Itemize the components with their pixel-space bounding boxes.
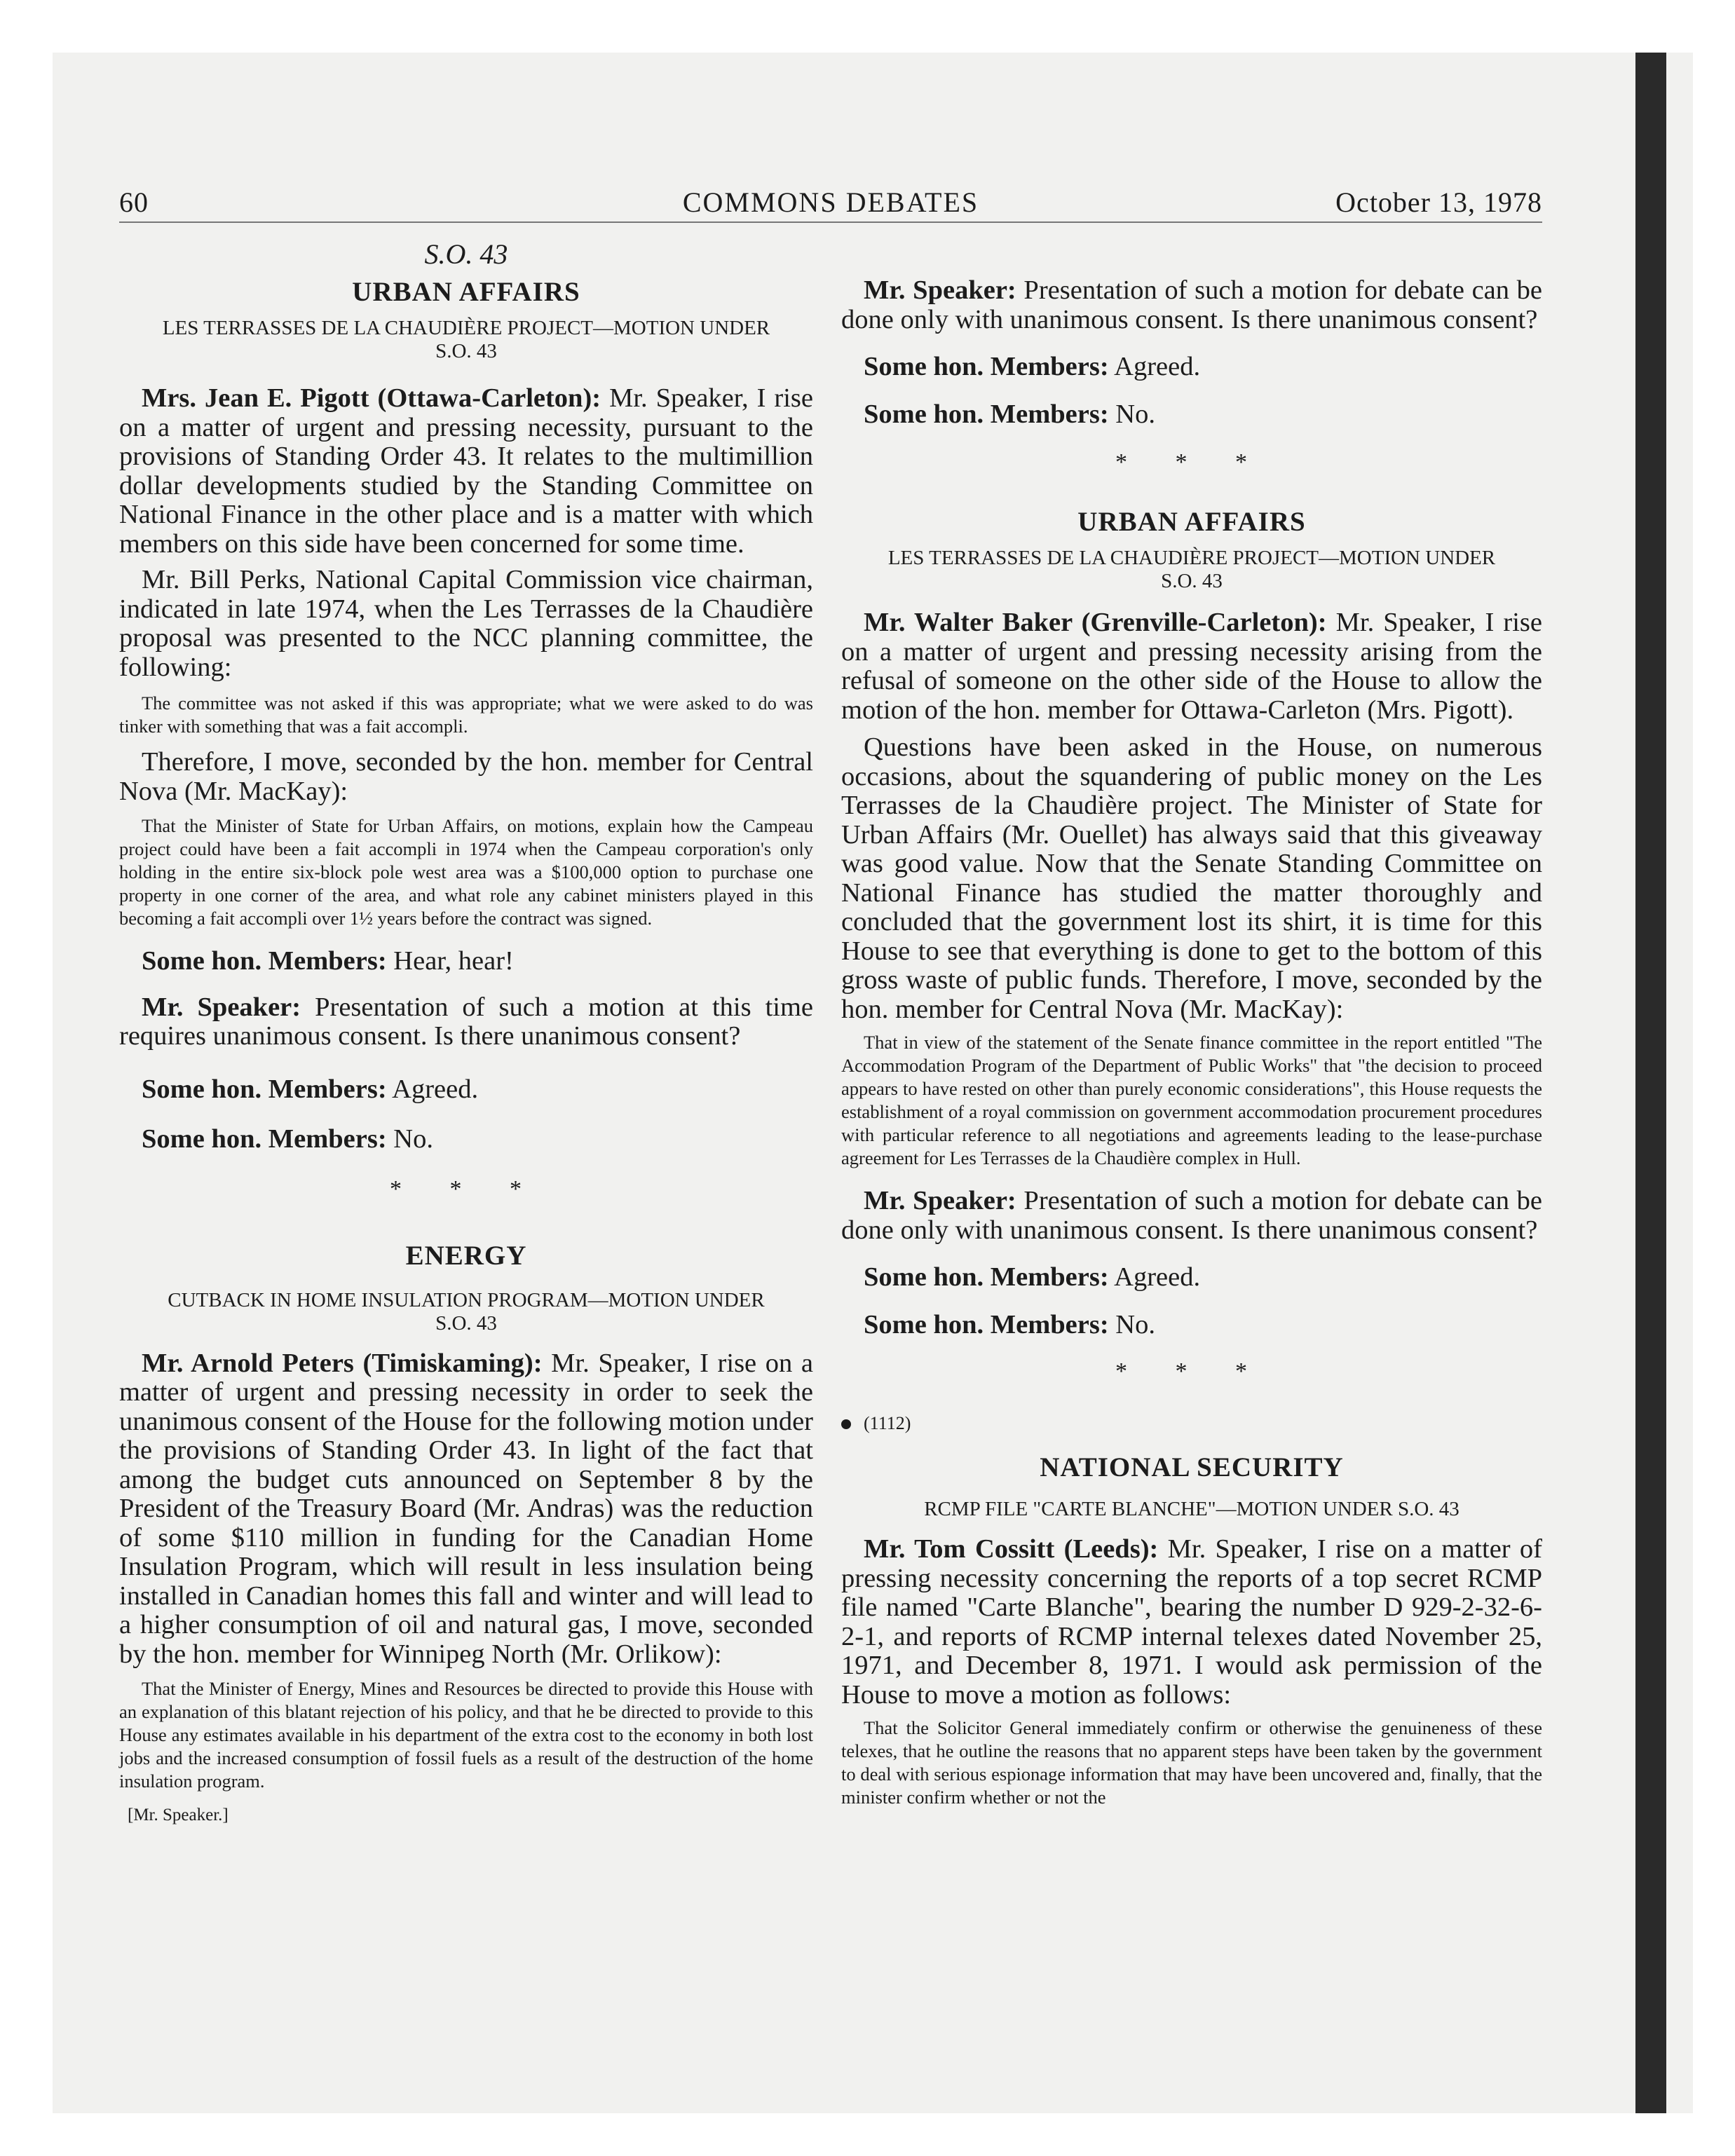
- section-heading: URBAN AFFAIRS: [1077, 507, 1306, 537]
- speech-paragraph: Questions have been asked in the House, on numerous occasions, about the squandering of public money on the Les Terrasses de la Chaudière project. The Minister of State for Urban Affairs (Mr. Ouellet) has always said that this giveaway was good value. Now that the Senate Standing Committee on National Finance has studied the matter thoroughly and concluded that the government lost its shirt, it is time for this House to see that everything is done to get to the bottom of this gross waste of public funds. Therefore, I move, seconded by the hon. member for Central Nova (Mr. MacKay):: [841, 732, 1542, 1024]
- motion-text: That the Solicitor General immediately confirm or otherwise the genuineness of these telexes, that he outline the reasons that no apparent steps have been taken by the government to deal with serious espionage information that may have been uncovered and, finally, that the minister confirm whether or not the: [841, 1717, 1542, 1808]
- speech-paragraph: [119, 384, 813, 559]
- speaker-name: Some hon. Members:: [864, 352, 1109, 381]
- time-marker-text: (1112): [864, 1413, 911, 1433]
- speaker-name: Some hon. Members:: [142, 1124, 387, 1154]
- speech-text: Mr. Speaker, I rise on a matter of urgent and pressing necessity arising from the refusal of someone on the other side of the House to allow the motion of the hon. member for Ottawa-Carleton (Mrs. Pigott).: [841, 608, 1543, 725]
- speech-text: No.: [386, 1124, 433, 1154]
- speech-paragraph: [119, 1125, 813, 1154]
- speech-paragraph: [119, 1349, 813, 1670]
- section-separator: * * *: [1115, 1358, 1268, 1384]
- speech-paragraph: [841, 1311, 1542, 1340]
- speaker-name: Mr. Walter Baker (Grenville-Carleton):: [864, 608, 1327, 637]
- header-rule: [119, 221, 1542, 223]
- speech-text: Presentation of such a motion for debate can be done only with unanimous consent. Is there unanimous consent?: [841, 1186, 1542, 1245]
- speech-paragraph: [119, 1075, 813, 1105]
- speech-paragraph: [841, 353, 1542, 382]
- motion-text: That in view of the statement of the Senate finance committee in the report entitled "The Accommodation Program of the Department of Public Works" that "the decision to proceed appears to have rested on other than purely economic considerations", this House requests the establishment of a royal commission on government accommodation procurement procedures with particular reference to all negotiations and agreements leading to the lease-purchase agreement for Les Terrasses de la Chaudière complex in Hull.: [841, 1032, 1542, 1168]
- speaker-name: Mr. Speaker:: [864, 1186, 1016, 1215]
- section-subheading: LES TERRASSES DE LA CHAUDIÈRE PROJECT—MOTION UNDER S.O. 43: [887, 547, 1496, 592]
- speaker-name: Some hon. Members:: [864, 1262, 1109, 1292]
- speech-text: Hear, hear!: [386, 946, 514, 976]
- speech-paragraph: [841, 276, 1542, 334]
- section-subheading: CUTBACK IN HOME INSULATION PROGRAM—MOTION UNDER S.O. 43: [168, 1288, 765, 1335]
- speaker-name: Mr. Tom Cossitt (Leeds):: [864, 1534, 1159, 1564]
- right-column: [841, 237, 1542, 1809]
- speech-text: Mr. Speaker, I rise on a matter of urgent and pressing necessity, pursuant to the provisions of Standing Order 43. It relates to the multimillion dollar developments studied by the Standing Committee on National Finance in the other place and is a matter with which members on this side have been concerned for some time.: [119, 383, 814, 559]
- speaker-name: Some hon. Members:: [864, 399, 1109, 429]
- speaker-name: Mrs. Jean E. Pigott (Ottawa-Carleton):: [142, 383, 601, 413]
- speech-paragraph: [841, 1263, 1542, 1292]
- section-subheading: LES TERRASSES DE LA CHAUDIÈRE PROJECT—MOTION UNDER S.O. 43: [162, 317, 770, 362]
- speech-paragraph: [119, 947, 813, 976]
- speech-paragraph: [841, 1535, 1542, 1710]
- time-marker: [841, 1410, 1542, 1438]
- motion-text: That the Minister of State for Urban Affairs, on motions, explain how the Campeau project could have been a fait accompli in 1974 when the Campeau corporation's only holding in the entire six-block pole west area was a $100,000 option to purchase one property in one corner of the area, and what role any cabinet ministers played in this becoming a fait accompli over 1½ years before the contract was signed.: [119, 815, 813, 929]
- page-header: [119, 185, 1542, 220]
- speech-text: Mr. Speaker, I rise on a matter of urgent and pressing necessity in order to seek the unanimous consent of the House for the following motion under the provisions of Standing Order 43. In light of the fact that among the budget cuts announced on September 8 by the President of the Treasury Board (Mr. Andras) was the reduction of some $110 million in funding for the Canadian Home Insulation Program, which will result in less insulation being installed in Canadian homes this fall and winter and will lead to a higher consumption of oil and natural gas, I move, seconded by the hon. member for Winnipeg North (Mr. Orlikow):: [119, 1348, 814, 1669]
- quoted-text: The committee was not asked if this was appropriate; what we were asked to do was tinker with something that was a fait accompli.: [119, 692, 813, 737]
- publication-date: October 13, 1978: [1335, 186, 1542, 218]
- standing-order-label: S.O. 43: [424, 238, 508, 270]
- speech-text: Mr. Speaker, I rise on a matter of pressing necessity concerning the reports of a top secret RCMP file named "Carte Blanche", bearing the number D 929-2-32-6-2-1, and reports of RCMP internal telexes dated November 25, 1971, and December 8, 1971. I would ask permission of the House to move a motion as follows:: [841, 1534, 1542, 1710]
- speech-text: Agreed.: [1108, 1262, 1201, 1292]
- section-separator: * * *: [390, 1175, 543, 1202]
- speaker-name: Some hon. Members:: [142, 946, 387, 976]
- section-heading: ENERGY: [405, 1240, 527, 1271]
- section-heading: URBAN AFFAIRS: [352, 277, 580, 307]
- section-subheading: RCMP FILE "CARTE BLANCHE"—MOTION UNDER S.O. 43: [924, 1498, 1460, 1520]
- publication-title: COMMONS DEBATES: [682, 186, 979, 218]
- speech-text: Agreed.: [1108, 352, 1201, 381]
- section-heading: NATIONAL SECURITY: [1040, 1452, 1344, 1482]
- speaker-attribution: [Mr. Speaker.]: [128, 1806, 229, 1824]
- section-separator: * * *: [1115, 449, 1268, 475]
- scan-edge-shadow: [1635, 53, 1666, 2113]
- speaker-name: Some hon. Members:: [864, 1309, 1109, 1339]
- speech-paragraph: [841, 400, 1542, 430]
- speech-text: No.: [1108, 1309, 1155, 1339]
- speaker-name: Mr. Speaker:: [142, 992, 301, 1022]
- speech-text: Agreed.: [386, 1074, 479, 1104]
- bullet-icon: [841, 1419, 851, 1429]
- speaker-name: Mr. Speaker:: [864, 275, 1016, 305]
- speech-paragraph: Therefore, I move, seconded by the hon. member for Central Nova (Mr. MacKay):: [119, 747, 813, 806]
- speech-paragraph: [841, 1187, 1542, 1245]
- page-number: 60: [119, 186, 149, 218]
- speech-text: Presentation of such a motion for debate can be done only with unanimous consent. Is there unanimous consent?: [841, 275, 1542, 334]
- speaker-name: Mr. Arnold Peters (Timiskaming):: [142, 1348, 543, 1378]
- speech-paragraph: [841, 608, 1542, 725]
- speech-text: Presentation of such a motion at this time requires unanimous consent. Is there unanimous consent?: [119, 992, 814, 1051]
- speech-paragraph: Mr. Bill Perks, National Capital Commission vice chairman, indicated in late 1974, when the Les Terrasses de la Chaudière proposal was presented to the NCC planning committee, the following:: [119, 565, 813, 682]
- speech-text: No.: [1108, 399, 1155, 429]
- motion-text: That the Minister of Energy, Mines and Resources be directed to provide this House with an explanation of this blatant rejection of his policy, and that he be directed to provide to this House any estimates available in his department of the extra cost to the economy in both lost jobs and the increased consumption of fossil fuels as a result of the destruction of the home insulation program.: [119, 1678, 813, 1792]
- left-column: [119, 237, 813, 1827]
- speaker-name: Some hon. Members:: [142, 1074, 387, 1104]
- speech-paragraph: [119, 993, 813, 1051]
